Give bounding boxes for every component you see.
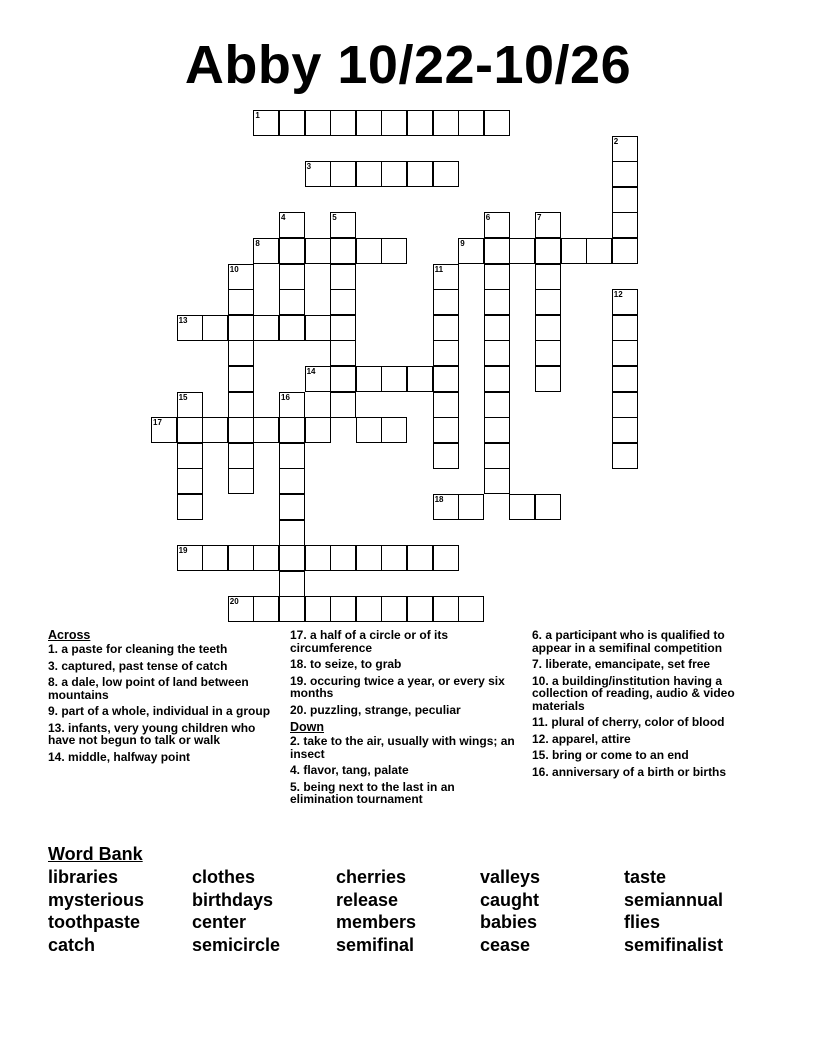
grid-cell[interactable] xyxy=(228,596,254,622)
clue-number: 4 xyxy=(281,213,286,223)
clue-text: infants, very young children who have not begun to talk or walk xyxy=(48,720,256,747)
clue-number-label: 10. xyxy=(532,673,549,688)
clue-text: a participant who is qualified to appear in a semifinal competition xyxy=(532,628,725,655)
grid-cell[interactable] xyxy=(177,392,203,418)
grid-cell[interactable] xyxy=(228,315,254,341)
clue-number: 18 xyxy=(434,495,444,504)
grid-cell[interactable] xyxy=(228,468,254,494)
word-bank-word: babies xyxy=(480,912,538,932)
grid-cell[interactable] xyxy=(330,289,356,315)
word-bank-word: semiannual xyxy=(624,889,724,910)
grid-cell[interactable] xyxy=(356,545,382,571)
clue-number-label: 18. xyxy=(290,657,307,671)
clues-column-1 xyxy=(48,628,278,767)
grid-cell[interactable] xyxy=(484,212,510,238)
across-clue xyxy=(48,660,278,673)
grid-cell[interactable] xyxy=(433,443,459,469)
grid-cell[interactable] xyxy=(612,315,638,341)
grid-cell[interactable] xyxy=(279,392,305,418)
word-bank-word: birthdays xyxy=(192,889,274,910)
grid-cell[interactable] xyxy=(433,417,459,443)
grid-cell[interactable] xyxy=(305,417,331,443)
grid-cell[interactable] xyxy=(202,315,228,341)
down-clue xyxy=(290,764,520,777)
clue-text: middle, halfway point xyxy=(64,749,191,764)
grid-cell[interactable] xyxy=(535,494,561,520)
grid-cell[interactable] xyxy=(228,264,254,290)
clue-text: liberate, emancipate, set free xyxy=(542,657,711,671)
clue-number: 19 xyxy=(178,546,188,556)
grid-cell[interactable] xyxy=(305,545,331,571)
down-clue xyxy=(532,716,762,729)
clue-text: a dale, low point of land between mountains xyxy=(48,675,249,702)
grid-cell[interactable] xyxy=(484,340,510,366)
clue-number: 14 xyxy=(306,367,316,376)
grid-cell[interactable] xyxy=(407,596,433,622)
grid-cell[interactable] xyxy=(305,110,331,136)
grid-cell[interactable] xyxy=(484,110,510,136)
clue-text: apparel, attire xyxy=(548,731,631,746)
across-clue xyxy=(290,675,520,700)
grid-cell[interactable] xyxy=(330,340,356,366)
clue-number: 10 xyxy=(229,264,239,274)
grid-cell[interactable] xyxy=(279,238,305,264)
across-clue xyxy=(48,643,278,656)
grid-cell[interactable] xyxy=(612,238,638,264)
grid-cell[interactable] xyxy=(484,417,510,443)
word-bank-word: release xyxy=(336,889,399,910)
grid-cell[interactable] xyxy=(177,468,203,494)
grid-cell[interactable] xyxy=(381,161,407,187)
clue-text: take to the air, usually with wings; an insect xyxy=(290,734,515,761)
grid-cell[interactable] xyxy=(177,315,203,341)
grid-cell[interactable] xyxy=(305,161,331,187)
grid-cell[interactable] xyxy=(612,392,638,418)
word-bank-word: members xyxy=(336,912,417,932)
grid-cell[interactable] xyxy=(356,110,382,136)
clue-number-label: 9. xyxy=(48,704,59,718)
grid-cell[interactable] xyxy=(612,289,638,315)
grid-cell[interactable] xyxy=(356,417,382,443)
clue-number-label: 2. xyxy=(290,734,301,748)
down-clue xyxy=(532,733,762,746)
clue-number: 6 xyxy=(485,213,491,223)
down-clue xyxy=(532,766,762,779)
grid-cell[interactable] xyxy=(612,212,638,238)
grid-cell[interactable] xyxy=(458,494,484,520)
clue-number: 1 xyxy=(255,111,260,120)
grid-cell[interactable] xyxy=(279,110,305,136)
grid-cell[interactable] xyxy=(228,289,254,315)
across-clue xyxy=(290,704,520,717)
grid-cell[interactable] xyxy=(612,340,638,366)
grid-cell[interactable] xyxy=(356,161,382,187)
grid-cell[interactable] xyxy=(509,238,535,264)
clue-number-label: 1. xyxy=(48,642,59,656)
grid-cell[interactable] xyxy=(279,494,305,520)
grid-cell[interactable] xyxy=(305,238,331,264)
clue-number: 16 xyxy=(281,392,290,402)
grid-cell[interactable] xyxy=(535,315,561,341)
clue-number-label: 14. xyxy=(48,749,65,764)
grid-cell[interactable] xyxy=(381,238,407,264)
across-clue xyxy=(48,705,278,718)
word-bank-word: cherries xyxy=(336,867,407,887)
across-heading: Across xyxy=(48,628,91,642)
grid-cell[interactable] xyxy=(535,264,561,290)
grid-cell[interactable] xyxy=(330,110,356,136)
grid-cell[interactable] xyxy=(253,596,279,622)
grid-cell[interactable] xyxy=(458,596,484,622)
grid-cell[interactable] xyxy=(612,366,638,392)
page-title: Abby 10/22-10/26 xyxy=(184,35,632,95)
grid-cell[interactable] xyxy=(381,110,407,136)
grid-cell[interactable] xyxy=(433,366,459,392)
clue-number-label: 13. xyxy=(48,720,65,735)
word-bank-word: libraries xyxy=(48,867,119,887)
down-clue xyxy=(532,675,762,713)
word-bank-word: valleys xyxy=(480,867,541,887)
grid-cell[interactable] xyxy=(484,366,510,392)
clue-number-label: 15. xyxy=(532,748,549,762)
clue-text: occuring twice a year, or every six months xyxy=(290,673,505,700)
grid-cell[interactable] xyxy=(381,545,407,571)
grid-cell[interactable] xyxy=(253,315,279,341)
clue-text: plural of cherry, color of blood xyxy=(548,715,725,729)
word-bank-word: center xyxy=(192,912,247,932)
clue-text: bring or come to an end xyxy=(548,748,689,762)
grid-cell[interactable] xyxy=(484,289,510,315)
clue-number-label: 8. xyxy=(48,675,59,689)
grid-cell[interactable] xyxy=(561,238,587,264)
clue-text: a building/institution having a collection of reading, audio & video materials xyxy=(532,673,735,713)
grid-cell[interactable] xyxy=(433,494,459,520)
clue-number: 8 xyxy=(255,239,260,248)
grid-cell[interactable] xyxy=(279,212,305,238)
grid-cell[interactable] xyxy=(612,187,638,213)
grid-cell[interactable] xyxy=(356,366,382,392)
clue-text: flavor, tang, palate xyxy=(300,763,409,777)
grid-cell[interactable] xyxy=(305,596,331,622)
clue-number: 20 xyxy=(229,597,239,607)
clue-number-label: 19. xyxy=(290,673,307,688)
grid-cell[interactable] xyxy=(407,161,433,187)
grid-cell[interactable] xyxy=(612,161,638,187)
grid-cell[interactable] xyxy=(253,417,279,443)
word-bank-word: taste xyxy=(624,867,667,887)
clue-number-label: 16. xyxy=(532,764,549,779)
clue-text: to seize, to grab xyxy=(306,657,402,671)
grid-cell[interactable] xyxy=(177,417,203,443)
across-clue xyxy=(48,751,278,764)
clue-number: 9 xyxy=(460,239,465,248)
grid-cell[interactable] xyxy=(586,238,612,264)
grid-cell[interactable] xyxy=(279,417,305,443)
grid-cell[interactable] xyxy=(228,366,254,392)
grid-cell[interactable] xyxy=(330,161,356,187)
clue-text: anniversary of a birth or births xyxy=(548,764,727,779)
clue-number: 15 xyxy=(178,392,188,402)
clue-number-label: 4. xyxy=(290,763,301,777)
grid-cell[interactable] xyxy=(228,340,254,366)
clue-number-label: 20. xyxy=(290,702,307,717)
clue-number-label: 3. xyxy=(48,658,59,673)
across-clue xyxy=(290,629,520,654)
down-clue xyxy=(532,749,762,762)
grid-cell[interactable] xyxy=(330,596,356,622)
down-clue xyxy=(290,781,520,806)
grid-cell[interactable] xyxy=(253,238,279,264)
grid-cell[interactable] xyxy=(202,545,228,571)
clue-number-label: 6. xyxy=(532,628,543,642)
grid-cell[interactable] xyxy=(484,238,510,264)
grid-cell[interactable] xyxy=(381,417,407,443)
grid-cell[interactable] xyxy=(484,468,510,494)
clue-number-label: 12. xyxy=(532,731,549,746)
down-clue xyxy=(532,629,762,654)
grid-cell[interactable] xyxy=(356,596,382,622)
grid-cell[interactable] xyxy=(253,110,279,136)
grid-cell[interactable] xyxy=(279,545,305,571)
grid-cell[interactable] xyxy=(177,494,203,520)
grid-cell[interactable] xyxy=(484,315,510,341)
grid-cell[interactable] xyxy=(484,392,510,418)
grid-cell[interactable] xyxy=(484,264,510,290)
grid-cell[interactable] xyxy=(330,212,356,238)
word-bank-word: cease xyxy=(480,934,531,955)
grid-cell[interactable] xyxy=(535,340,561,366)
grid-cell[interactable] xyxy=(484,443,510,469)
grid-cell[interactable] xyxy=(279,264,305,290)
grid-cell[interactable] xyxy=(433,110,459,136)
clues-column-3 xyxy=(532,629,762,782)
grid-cell[interactable] xyxy=(433,596,459,622)
clue-number-label: 17. xyxy=(290,628,307,642)
grid-cell[interactable] xyxy=(228,417,254,443)
down-heading: Down xyxy=(290,720,325,734)
grid-cell[interactable] xyxy=(381,596,407,622)
grid-cell[interactable] xyxy=(330,264,356,290)
word-bank-word: mysterious xyxy=(48,889,145,910)
clue-number: 11 xyxy=(434,264,444,274)
clue-text: being next to the last in an elimination tournament xyxy=(290,779,455,806)
grid-cell[interactable] xyxy=(228,392,254,418)
word-bank-word: clothes xyxy=(192,867,256,887)
grid-cell[interactable] xyxy=(202,417,228,443)
grid-cell[interactable] xyxy=(433,161,459,187)
grid-cell[interactable] xyxy=(535,212,561,238)
clue-number-label: 5. xyxy=(290,779,301,794)
clue-text: a paste for cleaning the teeth xyxy=(58,642,228,656)
clue-number: 17 xyxy=(153,418,162,428)
clue-number: 2 xyxy=(613,136,619,146)
down-clue xyxy=(532,658,762,671)
grid-cell[interactable] xyxy=(433,545,459,571)
clue-number: 3 xyxy=(306,162,312,172)
word-bank-word: flies xyxy=(624,912,661,932)
grid-cell[interactable] xyxy=(612,417,638,443)
word-bank xyxy=(48,866,788,956)
grid-cell[interactable] xyxy=(433,392,459,418)
grid-cell[interactable] xyxy=(407,545,433,571)
grid-cell[interactable] xyxy=(330,315,356,341)
across-clue xyxy=(290,658,520,671)
grid-cell[interactable] xyxy=(612,443,638,469)
grid-cell[interactable] xyxy=(330,392,356,418)
grid-cell[interactable] xyxy=(381,366,407,392)
grid-cell[interactable] xyxy=(330,545,356,571)
grid-cell[interactable] xyxy=(228,545,254,571)
across-clue xyxy=(48,722,278,747)
grid-cell[interactable] xyxy=(535,366,561,392)
grid-cell[interactable] xyxy=(330,366,356,392)
grid-cell[interactable] xyxy=(509,494,535,520)
grid-cell[interactable] xyxy=(458,238,484,264)
clue-text: puzzling, strange, peculiar xyxy=(306,702,461,717)
clue-number: 5 xyxy=(332,213,337,223)
clue-number-label: 7. xyxy=(532,657,543,671)
word-bank-heading: Word Bank xyxy=(48,844,143,864)
grid-cell[interactable] xyxy=(279,520,305,546)
grid-cell[interactable] xyxy=(279,596,305,622)
grid-cell[interactable] xyxy=(151,417,177,443)
word-bank-word: caught xyxy=(480,889,540,910)
clues-column-2 xyxy=(290,629,520,810)
grid-cell[interactable] xyxy=(228,443,254,469)
grid-cell[interactable] xyxy=(279,571,305,597)
word-bank-word: toothpaste xyxy=(48,912,140,932)
clue-number: 12 xyxy=(613,290,623,300)
grid-cell[interactable] xyxy=(279,443,305,469)
clue-number-label: 11. xyxy=(532,715,549,729)
clue-number: 13 xyxy=(178,315,188,325)
grid-cell[interactable] xyxy=(177,545,203,571)
grid-cell[interactable] xyxy=(330,238,356,264)
grid-cell[interactable] xyxy=(279,289,305,315)
grid-cell[interactable] xyxy=(433,315,459,341)
grid-cell[interactable] xyxy=(535,238,561,264)
grid-cell[interactable] xyxy=(305,366,331,392)
grid-cell[interactable] xyxy=(279,315,305,341)
word-bank-word: catch xyxy=(48,934,96,955)
grid-cell[interactable] xyxy=(458,110,484,136)
grid-cell[interactable] xyxy=(407,366,433,392)
grid-cell[interactable] xyxy=(279,468,305,494)
grid-cell[interactable] xyxy=(177,443,203,469)
down-clue xyxy=(290,735,520,760)
grid-cell[interactable] xyxy=(407,110,433,136)
grid-cell[interactable] xyxy=(356,238,382,264)
clue-number: 7 xyxy=(537,213,542,223)
grid-cell[interactable] xyxy=(433,289,459,315)
word-bank-word: semifinalist xyxy=(624,934,724,955)
grid-cell[interactable] xyxy=(305,315,331,341)
grid-cell[interactable] xyxy=(535,289,561,315)
grid-cell[interactable] xyxy=(253,545,279,571)
across-clue xyxy=(48,676,278,701)
grid-cell[interactable] xyxy=(433,264,459,290)
word-bank-word: semifinal xyxy=(336,934,415,955)
grid-cell[interactable] xyxy=(612,136,638,162)
word-bank-word: semicircle xyxy=(192,934,281,955)
grid-cell[interactable] xyxy=(433,340,459,366)
clue-text: captured, past tense of catch xyxy=(58,658,228,673)
clue-text: part of a whole, individual in a group xyxy=(58,704,271,718)
clue-text: a half of a circle or of its circumference xyxy=(290,628,449,655)
